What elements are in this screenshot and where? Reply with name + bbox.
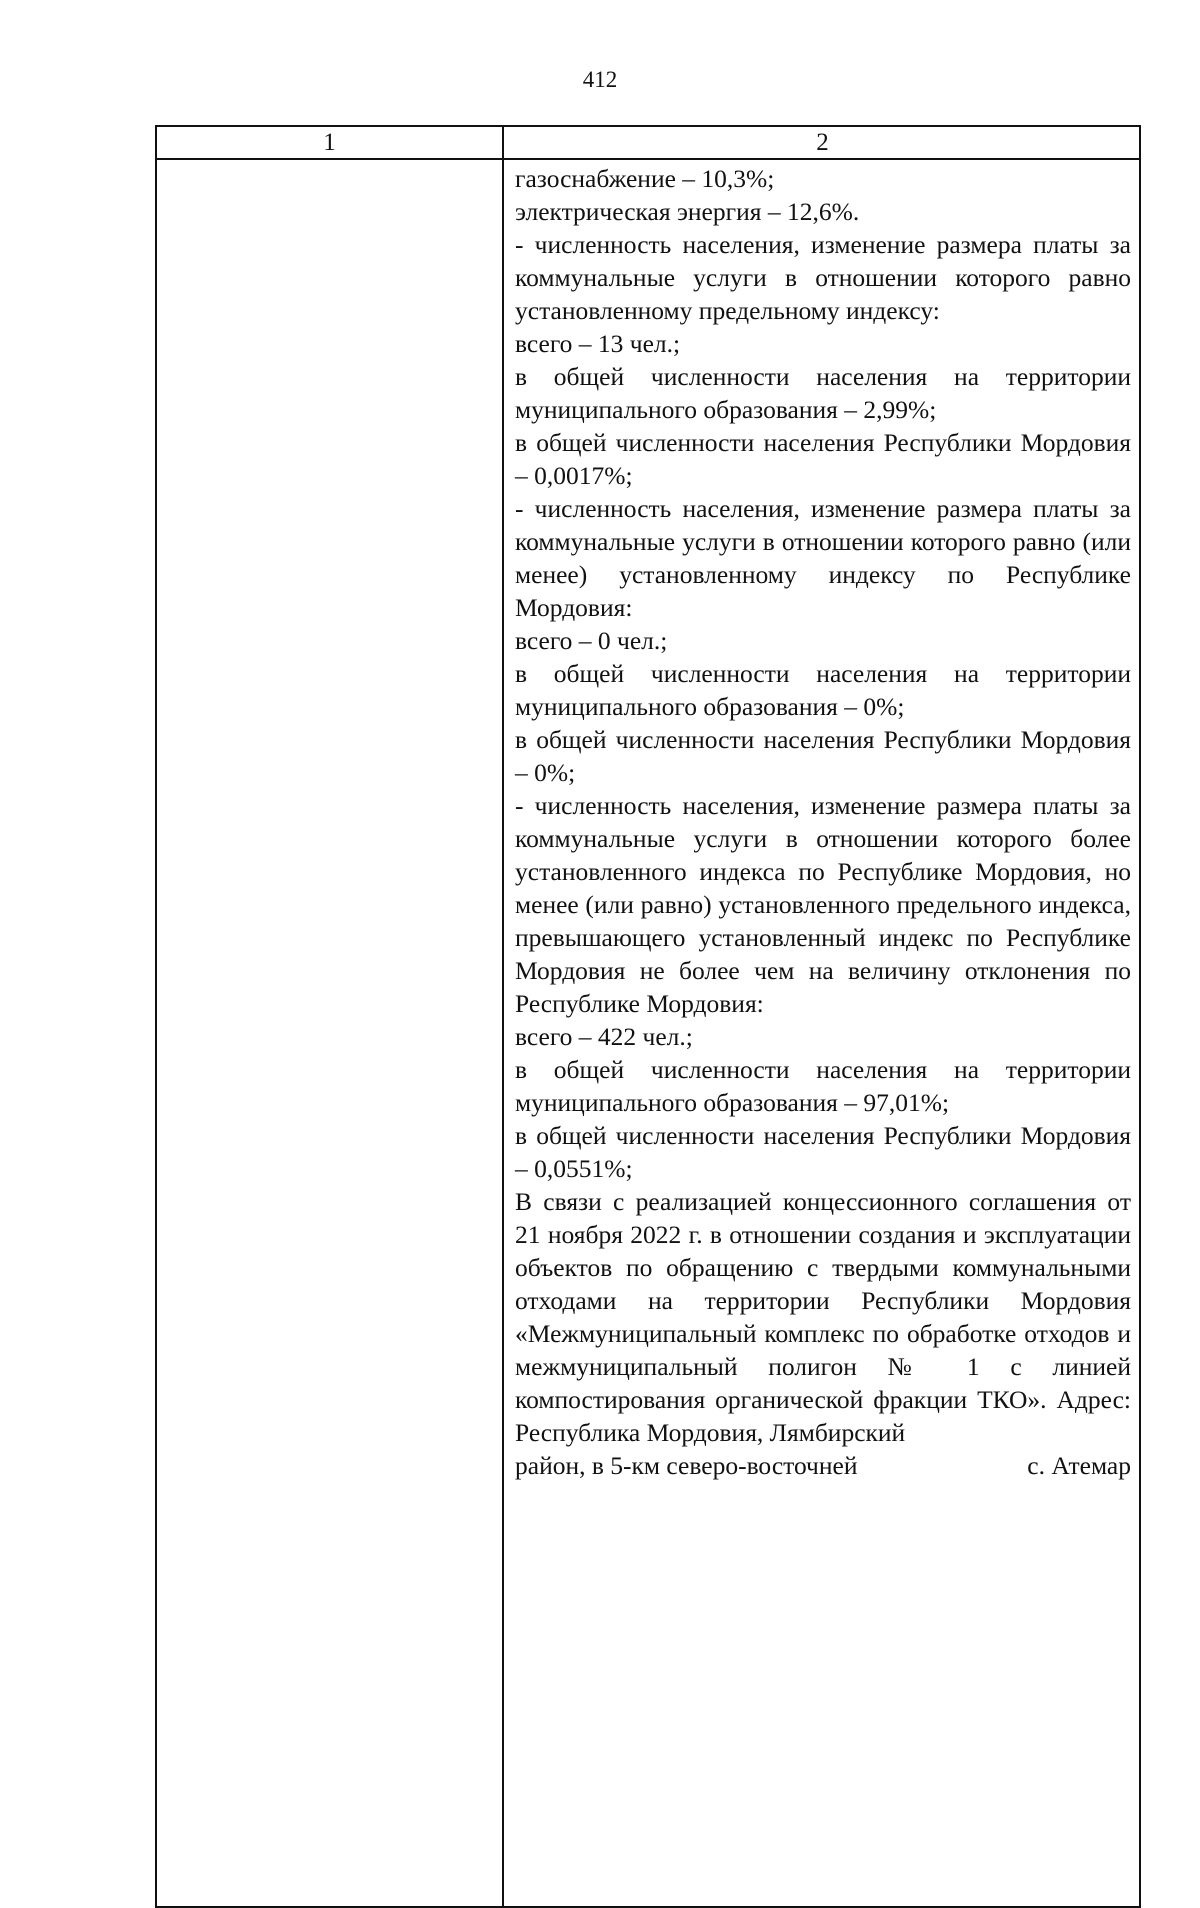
content-cell-col2 bbox=[515, 162, 1131, 1482]
last-line-left: район, в 5-км северо-восточней bbox=[515, 1451, 858, 1480]
column-divider bbox=[502, 127, 504, 1906]
text-paragraph: всего – 422 чел.; bbox=[515, 1022, 693, 1051]
text-paragraph: электрическая энергия – 12,6%. bbox=[515, 197, 860, 226]
document-table bbox=[155, 125, 1141, 1908]
text-paragraph: - численность населения, изменение размера платы за коммунальные услуги в отношении которого равно установленному предельному индексу: bbox=[515, 230, 1131, 325]
text-paragraph: газоснабжение – 10,3%; bbox=[515, 164, 775, 193]
text-paragraph: всего – 0 чел.; bbox=[515, 626, 668, 655]
last-text-line bbox=[515, 1449, 1131, 1482]
text-paragraph: - численность населения, изменение размера платы за коммунальные услуги в отношении которого более установленного индекса по Республике Мордовия, но менее (или равно) установленного предельного индекса, превышающего установленный индекс по Республике Мордовия не более чем на величину отклонения по Республике Мордовия: bbox=[515, 791, 1131, 1018]
text-paragraph: в общей численности населения Республики Мордовия – 0,0551%; bbox=[515, 1121, 1131, 1183]
last-line-right: с. Атемар bbox=[1027, 1451, 1131, 1480]
text-paragraph: В связи с реализацией концессионного соглашения от 21 ноября 2022 г. в отношении создания и эксплуатации объектов по обращению с твердыми коммунальными отходами на территории Республики Мордовия «Межмуниципальный комплекс по обработке отходов и межмуниципальный полигон № 1 с линией компостирования органической фракции ТКО». Адрес: Республика Мордовия, Лямбирский bbox=[515, 1187, 1131, 1447]
text-paragraph: в общей численности населения на территории муниципального образования – 2,99%; bbox=[515, 362, 1131, 424]
header-cell-col1: 1 bbox=[323, 129, 336, 156]
text-paragraph: в общей численности населения на территории муниципального образования – 97,01%; bbox=[515, 1055, 1131, 1117]
header-cell-col2: 2 bbox=[816, 129, 829, 156]
text-paragraph: - численность населения, изменение размера платы за коммунальные услуги в отношении которого равно (или менее) установленному индексу по Республике Мордовия: bbox=[515, 494, 1131, 622]
text-paragraph: в общей численности населения Республики Мордовия – 0%; bbox=[515, 725, 1131, 787]
text-paragraph: в общей численности населения на территории муниципального образования – 0%; bbox=[515, 659, 1131, 721]
table-header-row bbox=[157, 127, 1139, 160]
page-number: 412 bbox=[582, 67, 618, 92]
text-paragraph: всего – 13 чел.; bbox=[515, 329, 681, 358]
text-paragraph: в общей численности населения Республики Мордовия – 0,0017%; bbox=[515, 428, 1131, 490]
